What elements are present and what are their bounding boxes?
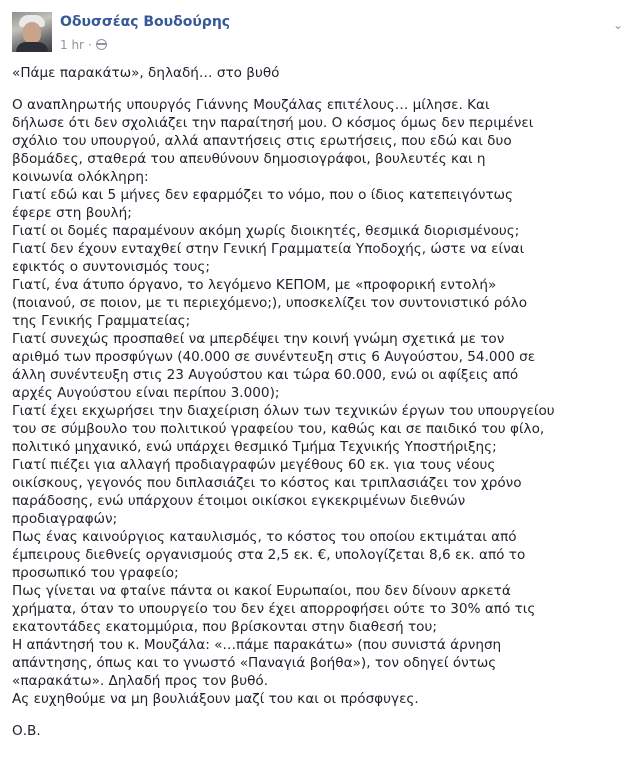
post-body-line: έμπειρους διεθνείς οργανισμούς στα 2,5 εκ. €, υπολογίζεται 8,6 εκ. από το — [12, 547, 526, 563]
chevron-down-icon[interactable]: ⌄ — [612, 18, 624, 32]
post-body-line: της Γενικής Γραμματείας; — [12, 313, 191, 329]
post-body-line: εφικτός ο συντονισμός τους; — [12, 259, 210, 275]
post-signature: Ο.Β. — [12, 723, 41, 739]
post-body — [12, 96, 624, 708]
globe-icon[interactable] — [96, 39, 107, 50]
post-body-line: Πως ένας καινούργιος καταυλισμός, το κόστος του οποίου εκτιμάται από — [12, 529, 517, 545]
post-body-line: πολιτικό μηχανικό, ενώ υπάρχει θεσμικό Τμήμα Τεχνικής Υποστήριξης; — [12, 439, 497, 455]
post-body-line: Γιατί δεν έχουν ενταχθεί στην Γενική Γραμματεία Υποδοχής, ώστε να είναι — [12, 241, 525, 257]
avatar-face — [23, 22, 41, 44]
post-body-line: έφερε στη βουλή; — [12, 205, 132, 221]
post-body-line: Η απάντησή του κ. Μουζάλα: «…πάμε παρακάτω» (που συνιστά άρνηση — [12, 637, 502, 653]
post-body-line: αριθμό των προσφύγων (40.000 σε συνέντευξη στις 6 Αυγούστου, 54.000 σε — [12, 349, 536, 365]
post-body-line: δήλωσε ότι δεν σχολιάζει την παραίτησή μου. Ο κόσμος όμως δεν περιμένει — [12, 115, 534, 131]
post-body-line: (ποιανού, σε ποιον, με τι περιεχόμενο;), υποσκελίζει τον συντονιστικό ρόλο — [12, 295, 528, 311]
post-body-line: «παρακάτω». Δηλαδή προς τον βυθό. — [12, 673, 269, 689]
post-body-line: χρήματα, όταν το υπουργείο του δεν έχει απορροφήσει ούτε το 30% από τις — [12, 601, 536, 617]
post-body-line: Γιατί πιέζει για αλλαγή προδιαγραφών μεγέθους 60 εκ. για τους νέους — [12, 457, 496, 473]
post-body-line: του σε σύμβουλο του πολιτικού γραφείου του, καθώς και σε παιδικό του φίλο, — [12, 421, 545, 437]
post-body-line: Γιατί εδώ και 5 μήνες δεν εφαρμόζει το νόμο, που ο ίδιος κατεπειγόντως — [12, 187, 514, 203]
post-body-line: κοινωνία ολόκληρη: — [12, 169, 149, 185]
avatar-body — [16, 42, 48, 52]
post-meta — [60, 38, 107, 52]
post-body-line: προδιαγραφών; — [12, 511, 118, 527]
post-timestamp[interactable]: 1 hr — [60, 38, 84, 52]
post-body-line: αρχές Αυγούστου είναι περίπου 3.000); — [12, 385, 280, 401]
post-body-line: σχόλιο του υπουργού, αλλά απαντήσεις στις ερωτήσεις, που εδώ και δυο — [12, 133, 512, 149]
post-title: «Πάμε παρακάτω», δηλαδή… στο βυθό — [12, 65, 280, 81]
post-body-line: βδομάδες, σταθερά του απευθύνουν δημοσιογράφοι, βουλευτές και η — [12, 151, 486, 167]
post-body-line: οικίσκους, γεγονός που διπλασιάζει το κόστος και τριπλασιάζει τον χρόνο — [12, 475, 522, 491]
author-name[interactable]: Οδυσσέας Βουδούρης — [60, 14, 231, 30]
meta-separator: · — [88, 38, 92, 52]
post-body-line: άλλη συνέντευξη στις 23 Αυγούστου και τώρα 60.000, ενώ οι αφίξεις από — [12, 367, 519, 383]
avatar[interactable] — [12, 12, 52, 52]
post-body-line: Γιατί έχει εκχωρήσει την διαχείριση όλων των τεχνικών έργων του υπουργείου — [12, 403, 555, 419]
post-body-line: παράδοσης, ενώ υπάρχουν έτοιμοι οικίσκοι εγκεκριμένων διεθνών — [12, 493, 466, 509]
post-body-line: Πως γίνεται να φταίνε πάντα οι κακοί Ευρωπαίοι, που δεν δίνουν αρκετά — [12, 583, 511, 599]
post-body-line: εκατοντάδες εκατομμύρια, που βρίσκονται στην διαθεσή του; — [12, 619, 437, 635]
post-body-line: Γιατί οι δομές παραμένουν ακόμη χωρίς διοικητές, θεσμικά διορισμένους; — [12, 223, 520, 239]
post-content — [12, 64, 624, 740]
post-body-line: Ο αναπληρωτής υπουργός Γιάννης Μουζάλας επιτέλους… μίλησε. Και — [12, 97, 490, 113]
post-body-line: απάντησης, όπως και το γνωστό «Παναγιά βοήθα»), τον οδηγεί όντως — [12, 655, 497, 671]
post-body-line: Γιατί συνεχώς προσπαθεί να μπερδέψει την κοινή γνώμη σχετικά με τον — [12, 331, 505, 347]
post-body-line: Γιατί, ένα άτυπο όργανο, το λεγόμενο ΚΕΠΟΜ, με «προφορική εντολή» — [12, 277, 497, 293]
post-body-line: προσωπικό του γραφείο; — [12, 565, 179, 581]
post-body-line: Ας ευχηθούμε να μη βουλιάξουν μαζί του και οι πρόσφυγες. — [12, 691, 419, 707]
post-header — [12, 8, 628, 58]
